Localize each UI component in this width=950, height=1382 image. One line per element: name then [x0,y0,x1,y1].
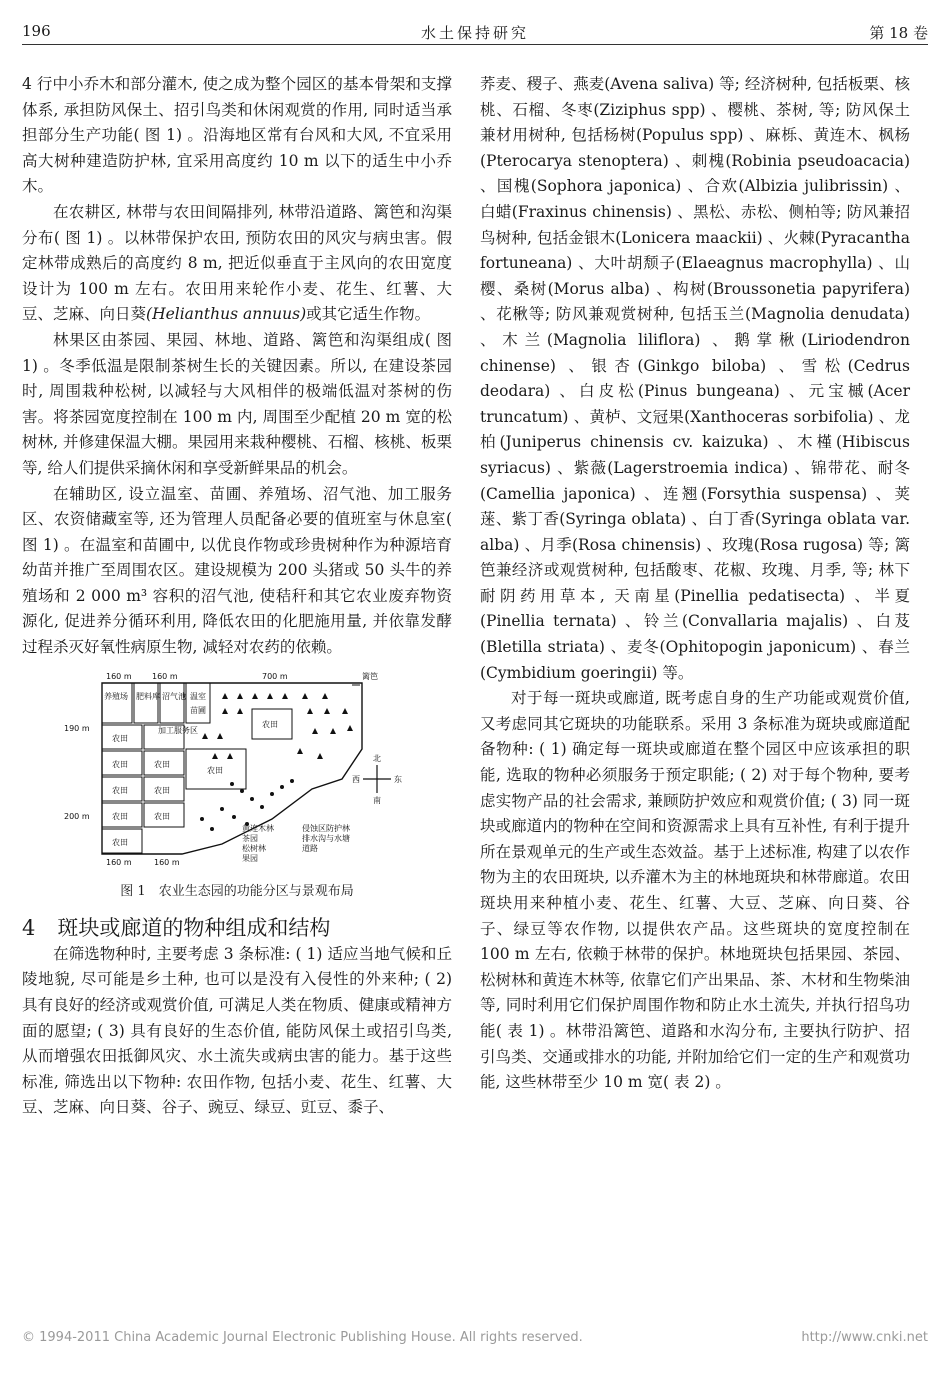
landscape-layout-map [62,669,422,869]
compass-icon [352,753,402,805]
dim-label: 160 m [106,671,132,681]
scientific-name: (Helianthus annuus) [146,305,307,324]
figure-caption: 图 1 农业生态园的功能分区与景观布局 [120,883,354,899]
compass-west: 西 [352,774,360,784]
paragraph: 4 行中小乔木和部分灌木, 使之成为整个园区的基本骨架和支撑体系, 承担防风保土、招引鸟类和休闲观赏的作用, 同时适当承担部分生产功能( 图 1) 。沿海地区常有台风和大风, 不宜采用高大树种建造防护林, 宜采用高度约 10 m 以下的适生中小乔木。 [22,75,452,196]
zone-label: 肥料库 [136,691,160,701]
copyright-notice: © 1994-2011 China Academic Journal Electronic Publishing House. All rights reserved. [22,1330,583,1345]
zone-label: 农田 [154,785,170,795]
zone-label: 加工服务区 [158,725,198,735]
left-column [22,72,452,1121]
dim-label: 190 m [64,723,90,733]
dim-label: 160 m [152,671,178,681]
page-number: 196 [22,22,51,40]
footer-url: http://www.cnki.net [801,1330,928,1345]
section-heading [22,916,452,942]
zone-label: 苗圃 [190,705,206,715]
zone-label: 农田 [112,811,128,821]
legend-item: 果园 [242,853,258,863]
legend-item: 茶园 [242,833,258,843]
dim-label: 700 m [262,671,288,681]
zone-label: 农田 [154,811,170,821]
section-title: 斑块或廊道的物种组成和结构 [57,916,331,941]
paragraph: 林果区由茶园、果园、林地、道路、篱笆和沟渠组成( 图 1) 。冬季低温是限制茶树生长的关键因素。所以, 在建设茶园时, 周围栽种松树, 以减轻与大风相伴的极端低温对茶树的伤害。将茶园宽度控制在 100 m 内, 周围至少配植 20 m 宽的松树林, 并修建保温大棚。果园用来栽种樱桃、石榴、核桃、板栗等, 给人们提供采摘休闲和享受新鲜果品的机会。 [22,330,452,477]
paragraph-text: 在农耕区, 林带与农田间隔排列, 林带沿道路、篱笆和沟渠分布( 图 1) 。以林带保护农田, 预防农田的风灾与病虫害。假定林带成熟后的高度约 8 m, 把近似垂直于主风向的农田宽度设计为 100 m 左右。农田用来轮作小麦、花生、红薯、大豆、芝麻、向日葵 [22,202,452,324]
legend-item: 松树林 [242,843,266,853]
zone-label: 农田 [154,759,170,769]
legend-item: 排水沟与水塘 [302,833,350,843]
zone-label: 农田 [207,765,223,775]
zone-label: 农田 [112,759,128,769]
paragraph: 荞麦、稷子、燕麦(Avena saliva) 等; 经济树种, 包括板栗、核桃、石榴、冬枣(Ziziphus spp) 、樱桃、茶树, 等; 防风保土兼材用树种, 包括杨树(Populus spp) 、麻栎、黄连木、枫杨(Pterocarya stenoptera) 、刺槐(Robinia pseudoacacia) 、国槐(Sophora japonica) 、合欢(Albizia julibrissin) 、白蜡(Fraxinus chinensis) 、黑松、赤松、侧柏等; 防风兼招鸟树种, 包括金银木(Lonicera maackii) 、火棘(Pyracantha fortuneana) 、大叶胡颓子(Elaeagnus macrophylla) 、山樱、桑树(Morus alba) 、构树(Broussonetia papyrifera) 、花楸等; 防风兼观赏树种, 包括玉兰(Magnolia denudata) 、木兰(Magnolia liliflora) 、鹅掌楸(Liriodendron chinense) 、银杏(Ginkgo biloba) 、雪松(Cedrus deodara) 、白皮松(Pinus bungeana) 、元宝槭(Acer truncatum) 、黄栌、文冠果(Xanthoceras sorbifolia) 、龙柏(Juniperus chinensis cv. kaizuka) 、木槿(Hibiscus syriacus) 、紫薇(Lagerstroemia indica) 、锦带花、耐冬(Camellia japonica) 、连翘(Forsythia suspensa) 、荚蒾、紫丁香(Syringa oblata) 、白丁香(Syringa oblata var. alba) 、月季(Rosa chinensis) 、玫瑰(Rosa rugosa) 等; 篱笆兼经济或观赏树种, 包括酸枣、花椒、玫瑰、月季, 等; 林下耐阴药用草本, 天南星(Pinellia pedatisecta) 、半夏(Pinellia ternata) 、铃兰(Convallaria majalis) 、白芨(Bletilla striata) 、麦冬(Ophitopogin japonicum) 、春兰(Cymbidium goeringii) 等。 [480,75,910,682]
legend-item: 黄连木林 [242,823,274,833]
forest-area [200,693,353,831]
compass-south: 南 [373,795,381,805]
zone-label: 养殖场 [104,691,128,701]
page-header [22,20,928,45]
zone-label: 农田 [112,785,128,795]
paragraph: 在筛选物种时, 主要考虑 3 条标准: ( 1) 适应当地气候和丘陵地貌, 尽可能是乡土种, 也可以是没有入侵性的外来种; ( 2) 具有良好的经济或观赏价值, 可满足人类在物质、健康或精神方面的愿望; ( 3) 具有良好的生态价值, 能防风保土或招引鸟类, 从而增强农田抵御风灾、水土流失或病虫害的能力。基于这些标准, 筛选出以下物种: 农田作物, 包括小麦、花生、红薯、大豆、芝麻、向日葵、谷子、豌豆、绿豆、豇豆、黍子、 [22,944,452,1117]
dim-label: 160 m [154,857,180,867]
fence-label: 篱笆 [362,671,378,681]
zone-label: 农田 [262,719,278,729]
compass-east: 东 [394,774,402,784]
paragraph [22,200,452,328]
section-number: 4 [22,916,36,941]
legend-item: 侵蚀区防护林 [302,823,350,833]
map-legend [242,823,350,863]
dim-label: 200 m [64,811,90,821]
paragraph-text: 或其它适生作物。 [306,305,431,324]
dim-label: 160 m [106,857,132,867]
zone-label: 温室 [190,691,206,701]
right-column [480,72,910,1096]
figure-map [62,669,422,869]
zone-label: 农田 [112,837,128,847]
volume-label: 第 18 卷 [869,24,928,42]
zone-label: 沼气池 [162,691,186,701]
compass-north: 北 [373,753,381,763]
zone-label: 农田 [112,733,128,743]
paragraph: 对于每一斑块或廊道, 既考虑自身的生产功能或观赏价值, 又考虑同其它斑块的功能联系。采用 3 条标准为斑块或廊道配备物种: ( 1) 确定每一斑块或廊道在整个园区中应该承担的职能, 选取的物种必须服务于预定职能; ( 2) 对于每个物种, 要考虑实物产品的社会需求, 兼顾防护效应和观赏价值; ( 3) 同一斑块或廊道内的物种在空间和资源需求上具有互补性, 有利于提升所在景观单元的生产或生态效益。基于上述标准, 构建了以农作物为主的农田斑块, 以乔灌木为主的林地斑块和林带廊道。农田斑块用来种植小麦、花生、红薯、大豆、芝麻、向日葵、谷子、绿豆等农作物, 以提供农产品。这些斑块的宽度控制在 100 m 左右, 依赖于林带的保护。林地斑块包括果园、茶园、松树林和黄连木林等, 依靠它们产出果品、茶、木材和生物柴油等, 同时利用它们保护周围作物和防止水土流失, 并执行招鸟功能( 表 1) 。林带沿篱笆、道路和水沟分布, 主要执行防护、招引鸟类、交通或排水的功能, 并附加给它们一定的生产和观赏功能, 这些林带至少 10 m 宽( 表 2) 。 [480,689,910,1092]
legend-item: 道路 [302,843,318,853]
journal-title: 水土保持研究 [420,24,529,42]
paragraph: 在辅助区, 设立温室、苗圃、养殖场、沼气池、加工服务区、农资储藏室等, 还为管理人员配备必要的值班室与休息室( 图 1) 。在温室和苗圃中, 以优良作物或珍贵树种作为种源培育幼苗并推广至周围农区。建设规模为 200 头猪或 50 头牛的养殖场和 2 000 m³ 容积的沼气池, 使秸秆和其它农业废弃物资源化, 促进养分循环利用, 降低农田的化肥施用量, 并依靠发酵过程杀灭好氧性病原生物, 减轻对农药的依赖。 [22,484,452,657]
